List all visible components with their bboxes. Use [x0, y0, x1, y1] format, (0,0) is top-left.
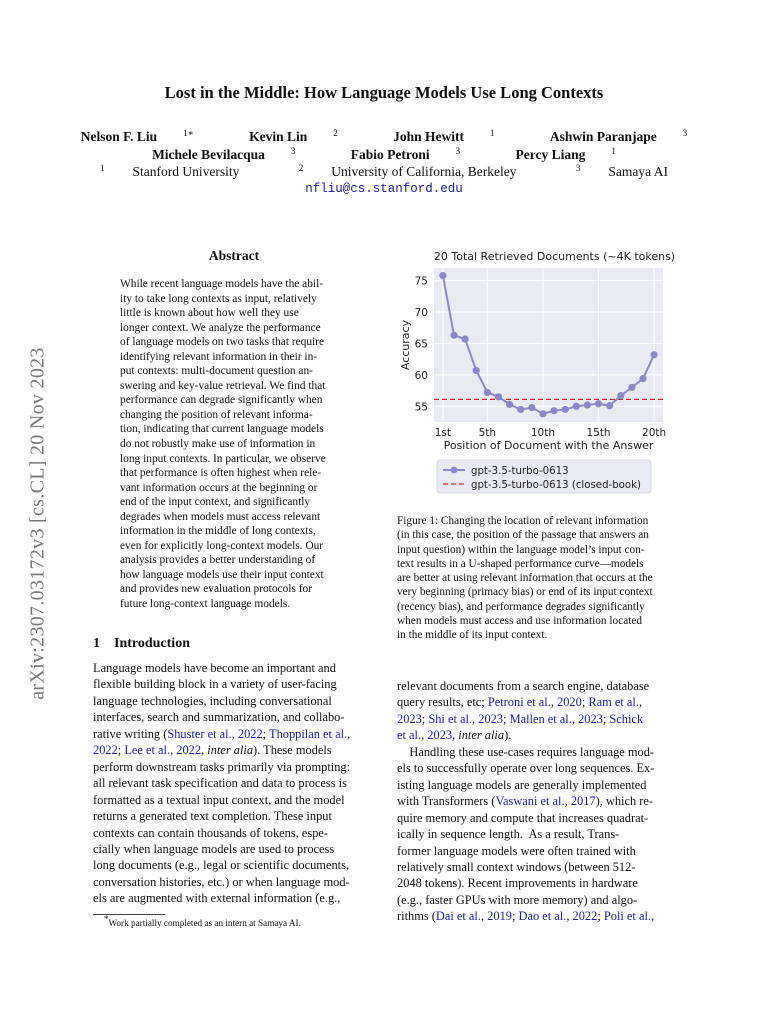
data-point	[450, 332, 457, 339]
abstract-line: ity to take long contexts as input, relatively	[120, 292, 317, 305]
citation-link[interactable]: Poli et al.	[603, 909, 652, 924]
data-point	[473, 367, 480, 374]
abstract-line: little is known about how well they use	[120, 307, 299, 320]
citation-link[interactable]: 2023	[578, 711, 603, 726]
paper-title: Lost in the Middle: How Language Models Use Long Contexts	[164, 83, 604, 102]
citation-link[interactable]: Vaswani et al.	[495, 794, 565, 809]
text-span: cially when language models are used to process	[93, 841, 335, 856]
text-line	[93, 742, 375, 758]
text-line	[93, 660, 375, 676]
arxiv-identifier: arXiv:2307.03172v3 [cs.CL] 20 Nov 2023	[26, 347, 49, 700]
text-line	[397, 711, 680, 727]
text-line	[397, 875, 680, 891]
author: Kevin Lin $^2$	[249, 127, 338, 144]
abstract-line: end of the input context, and significantly	[120, 496, 311, 509]
text-line	[397, 892, 680, 908]
x-tick-label: 1st	[434, 427, 452, 439]
chart-title: 20 Total Retrieved Documents (~4K tokens)	[433, 250, 676, 263]
y-tick-label: 75	[414, 275, 428, 288]
text-span: language technologies, including conversational	[93, 693, 332, 708]
legend-label: gpt-3.5-turbo-0613 (closed-book)	[471, 480, 642, 491]
text-line	[397, 826, 680, 842]
author: Percy Liang $^1$	[515, 145, 616, 162]
text-span: flexible building block in a variety of user-facing	[93, 677, 337, 692]
citation-link[interactable]: 2023	[397, 711, 422, 726]
citation-link[interactable]: Dao et al.	[518, 909, 567, 924]
x-axis-label: Position of Document with the Answer	[443, 439, 654, 452]
section-title: Introduction	[114, 636, 190, 651]
text-span: ;	[602, 711, 610, 726]
data-point	[550, 407, 557, 414]
text-span: ically in sequence length. As a result, Trans-	[397, 827, 620, 842]
data-point	[484, 389, 491, 396]
x-tick-label: 5th	[478, 427, 497, 439]
caption-line: input question) within the language model’s input con-	[397, 543, 645, 556]
text-line	[397, 810, 680, 826]
citation-link[interactable]: Dai et al.	[435, 909, 481, 924]
citation-link[interactable]: Ram et al.	[588, 695, 639, 710]
text-line	[93, 808, 375, 824]
text-span: ), which re-	[595, 794, 654, 809]
text-line	[397, 859, 680, 875]
text-line	[93, 792, 375, 808]
text-line	[93, 759, 375, 775]
text-span: relatively small context windows (between 512-	[397, 859, 636, 874]
data-point	[495, 393, 502, 400]
abstract-line: analysis provides a better understanding of	[120, 554, 316, 567]
text-span: Language models have become an important and	[93, 661, 336, 675]
text-span: quire memory and compute that increases quadrat-	[397, 810, 649, 825]
data-point	[651, 351, 658, 358]
text-line	[93, 693, 375, 709]
abstract-line: information in the middle of long contexts,	[120, 525, 316, 538]
abstract-line: longer context. We analyze the performance	[120, 321, 321, 334]
abstract-line: degrades when models must access relevant	[120, 510, 321, 523]
text-span: els to successfully operate over long sequences. Ex-	[397, 761, 655, 776]
text-span: rithms (	[397, 909, 436, 924]
text-line	[397, 843, 680, 859]
affiliation: $^1$ Stanford University	[100, 162, 240, 179]
text-line	[397, 908, 680, 924]
text-span: long documents (e.g., legal or scientific documents,	[93, 858, 350, 873]
text-line	[93, 841, 375, 857]
abstract-line: put contexts: multi-document question an-	[120, 365, 313, 378]
data-point	[617, 392, 624, 399]
y-axis-label: Accuracy	[399, 319, 412, 371]
citation-link[interactable]: 2023	[478, 711, 504, 726]
text-line	[397, 760, 680, 776]
citation-link[interactable]: 2022	[237, 726, 263, 741]
abstract-line: swering and key-value retrieval. We find that	[120, 379, 326, 392]
text-line	[397, 777, 680, 793]
author: Fabio Petroni $^3$	[350, 145, 461, 162]
affiliation: $^3$ Samaya AI	[575, 162, 668, 179]
text-span: perform downstream tasks primarily via prompting:	[93, 759, 351, 774]
text-line	[93, 775, 375, 791]
abstract-line: of language models on two tasks that require	[120, 336, 325, 349]
text-line	[397, 678, 680, 694]
citation-link[interactable]: Schick	[609, 711, 644, 726]
abstract-line: even for explicitly long-context models. Our	[120, 539, 324, 552]
caption-line: very beginning (primacy bias) or end of its input context	[397, 586, 653, 599]
abstract-line: vant information occurs at the beginning or	[120, 481, 318, 494]
citation-link[interactable]: Petroni et al.	[487, 695, 551, 710]
data-point	[528, 404, 535, 411]
text-span: former language models were often trained with	[397, 843, 636, 858]
affiliation: $^2$ University of California, Berkeley	[298, 162, 517, 179]
abstract-line: performance can degrade significantly when	[120, 394, 323, 407]
citation-link[interactable]: 2022	[572, 909, 598, 924]
text-line	[397, 793, 680, 809]
x-tick-label: 20th	[642, 427, 667, 439]
abstract-line: identifying relevant information in their in-	[120, 350, 318, 363]
citation-link[interactable]: 2020	[557, 695, 582, 710]
citation-link[interactable]: et al.	[397, 728, 422, 743]
text-span: ,	[231, 726, 238, 741]
author-email-link[interactable]: nfliu@cs.stanford.edu	[305, 182, 463, 196]
citation-link[interactable]: 2022	[93, 743, 118, 758]
caption-line: Figure 1: Changing the location of relevant information	[397, 515, 649, 527]
y-tick-label: 60	[414, 369, 428, 382]
italic-text: inter alia	[207, 743, 254, 758]
data-point	[584, 401, 591, 408]
abstract-line: tion, indicating that current language models	[120, 423, 324, 436]
text-span: ;	[421, 711, 429, 726]
text-span: 2048 tokens). Recent improvements in hardware	[397, 876, 638, 891]
text-line	[397, 744, 680, 760]
text-span: returns a generated text completion. These input	[93, 809, 332, 824]
intro-left-column	[93, 660, 375, 907]
text-span: ). These models	[253, 743, 332, 758]
text-span: ;	[581, 695, 589, 710]
author: Nelson F. Liu $^{1∗}$	[80, 127, 194, 144]
citation-link[interactable]: Mallen et al.	[509, 711, 572, 726]
text-span: ,	[201, 743, 208, 758]
text-line	[93, 857, 375, 873]
data-point	[539, 410, 546, 417]
figure-1-chart	[397, 246, 682, 501]
text-span: ,	[347, 726, 351, 741]
caption-line: (recency bias), and performance degrades significantly	[397, 600, 645, 613]
text-span: all relevant task specification and data to process is	[93, 776, 347, 791]
text-line	[93, 709, 375, 725]
text-span: ,	[170, 743, 177, 758]
y-tick-label: 70	[414, 307, 428, 319]
text-span: ,	[564, 794, 571, 809]
text-span: ;	[597, 909, 604, 924]
x-tick-label: 15th	[586, 427, 611, 439]
abstract-heading: Abstract	[208, 248, 260, 263]
caption-line: (in this case, the position of the passage that answers an	[397, 529, 649, 542]
y-tick-label: 65	[414, 338, 428, 351]
caption-line: are better at using relevant information that occurs at the	[397, 572, 653, 585]
data-point	[517, 406, 524, 413]
text-line	[93, 676, 375, 692]
legend-label: gpt-3.5-turbo-0613	[471, 466, 569, 477]
italic-text: inter alia	[458, 728, 505, 743]
intro-right-column	[397, 678, 680, 925]
text-span: ,	[550, 695, 558, 710]
caption-line: when models must access and use information located	[397, 615, 643, 628]
text-span: ;	[511, 909, 519, 924]
abstract-body	[120, 277, 348, 612]
data-point	[639, 375, 646, 382]
text-span: rative writing (	[93, 726, 168, 741]
text-span: (e.g., faster GPUs with more memory) and algo-	[397, 892, 638, 907]
author: Ashwin Paranjape $^3$	[549, 127, 688, 144]
citation-link[interactable]: Shuster et al.	[167, 726, 232, 741]
citation-link[interactable]: 2017	[570, 794, 596, 809]
citation-link[interactable]: 2022	[176, 743, 202, 758]
caption-line: text results in a U-shaped performance curve—models	[397, 557, 644, 570]
abstract-line: do not robustly make use of information in	[120, 438, 316, 451]
text-span: ;	[262, 726, 269, 741]
accuracy-line-chart	[397, 246, 682, 496]
text-span: isting language models are generally implemented	[397, 777, 647, 792]
data-point	[506, 401, 513, 408]
x-tick-label: 10th	[530, 427, 556, 439]
text-line	[93, 726, 375, 742]
text-span: ,	[472, 711, 479, 726]
text-span: ,	[421, 728, 428, 743]
citation-link[interactable]: 2023	[427, 728, 453, 743]
abstract-line: While recent language models have the abil-	[120, 278, 324, 290]
citation-link[interactable]: Lee et al.	[124, 743, 171, 758]
author: John Hewitt $^1$	[393, 127, 495, 144]
text-span: ,	[651, 909, 655, 924]
text-span: formatted as a textual input context, and the model	[93, 792, 345, 807]
caption-line: in the middle of its input context.	[397, 629, 548, 642]
data-point	[606, 402, 613, 409]
citation-link[interactable]: 2019	[487, 909, 512, 924]
author: Michele Bevilacqua $^3$	[152, 145, 296, 162]
text-span: ,	[452, 728, 459, 743]
data-point	[562, 406, 569, 413]
text-span: ;	[117, 743, 125, 758]
abstract-line: long input contexts. In particular, we observe	[120, 452, 326, 465]
text-line	[93, 890, 375, 906]
text-span: ,	[638, 695, 643, 710]
data-point	[628, 384, 635, 391]
text-span: ,	[566, 909, 573, 924]
section-heading-introduction	[93, 636, 190, 652]
abstract-line: future long-context language models.	[120, 598, 291, 611]
text-line	[397, 727, 680, 743]
author-row-1	[0, 129, 768, 145]
abstract-line: that performance is often highest when rele-	[120, 467, 322, 480]
legend-swatch-marker	[451, 467, 458, 474]
data-point	[462, 335, 469, 342]
text-line	[93, 874, 375, 890]
citation-link[interactable]: Shi et al.	[428, 711, 473, 726]
text-span: contexts can contain thousands of tokens, espe-	[93, 825, 329, 840]
footnote: *Work partially completed as an intern at Samaya AI.	[104, 913, 301, 928]
abstract-line: how language models use their input context	[120, 568, 324, 581]
text-span: relevant documents from a search engine, database	[397, 679, 650, 693]
y-tick-label: 55	[414, 401, 428, 414]
citation-link[interactable]: Thoppilan et al.	[269, 726, 348, 741]
affiliations	[0, 164, 768, 180]
text-span: ).	[504, 728, 512, 743]
text-line	[397, 694, 680, 710]
data-point	[573, 403, 580, 410]
text-span: Handling these use-cases requires language mod-	[397, 744, 655, 759]
data-point	[595, 400, 602, 407]
author-row-2	[0, 147, 768, 163]
text-span: ,	[571, 711, 579, 726]
data-point	[439, 272, 446, 279]
text-span: conversation histories, etc.) or when language mod-	[93, 874, 350, 889]
section-number: 1	[93, 636, 100, 651]
abstract-line: changing the position of relevant informa-	[120, 408, 313, 421]
figure-1-caption	[397, 514, 680, 643]
abstract-line: and provides new evaluation protocols for	[120, 583, 313, 596]
text-span: interfaces, search and summarization, and collabo-	[93, 710, 345, 725]
text-line	[93, 825, 375, 841]
text-span: ;	[503, 711, 510, 726]
text-span: ,	[480, 909, 488, 924]
text-span: with Transformers (	[397, 794, 496, 809]
text-span: query results, etc;	[397, 695, 488, 710]
text-span: els are augmented with external information (e.g.,	[93, 891, 341, 906]
